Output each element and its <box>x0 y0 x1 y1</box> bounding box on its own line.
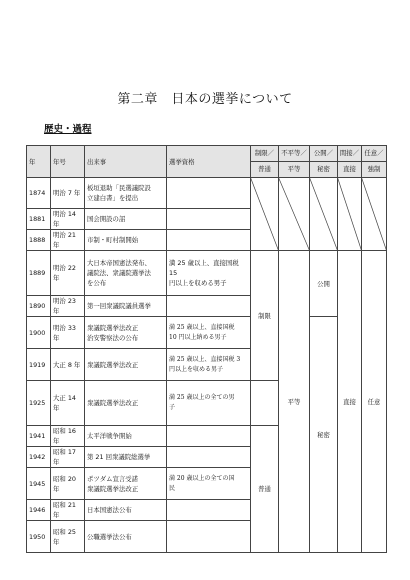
qualification-cell <box>167 447 251 468</box>
year-cell: 1925 <box>27 381 51 426</box>
equal-cell: 平等 <box>279 251 310 553</box>
event-cell: 衆議院選挙法改正 治安警察法の公布 <box>85 317 167 349</box>
era-cell: 昭和 16 年 <box>51 426 85 447</box>
qualification-cell <box>167 178 251 209</box>
page-title: 第二章 日本の選挙について <box>117 92 293 107</box>
diagonal-cell <box>279 178 310 251</box>
header-indirect-direct: 間接／ 直接 <box>338 146 362 178</box>
event-cell: 太平洋戦争開始 <box>85 426 167 447</box>
year-cell: 1942 <box>27 447 51 468</box>
event-cell: 大日本帝国憲法発布、 議院法、衆議院選挙法 を公布 <box>85 251 167 296</box>
diagonal-cell <box>338 178 362 251</box>
optional-cell: 任意 <box>362 251 387 553</box>
year-cell: 1889 <box>27 251 51 296</box>
election-history-table <box>26 145 387 553</box>
event-cell: 市制・町村制開始 <box>85 230 167 251</box>
diagonal-cell <box>310 178 338 251</box>
section-subtitle: 歴史・過程 <box>44 124 92 135</box>
year-cell: 1919 <box>27 349 51 381</box>
table-row <box>27 251 387 296</box>
diagonal-cell <box>362 178 387 251</box>
qualification-cell <box>167 296 251 317</box>
year-cell: 1900 <box>27 317 51 349</box>
era-cell: 昭和 20 年 <box>51 468 85 500</box>
era-cell: 明治 33 年 <box>51 317 85 349</box>
era-cell: 明治 14 年 <box>51 209 85 230</box>
event-cell: 第 21 回衆議院総選挙 <box>85 447 167 468</box>
qualification-cell: 満 25 歳以上の全ての男 子 <box>167 381 251 426</box>
qualification-cell <box>167 426 251 447</box>
era-cell: 昭和 17 年 <box>51 447 85 468</box>
era-cell: 明治 22 年 <box>51 251 85 296</box>
event-cell: 公職選挙法公布 <box>85 521 167 553</box>
qualification-cell <box>167 209 251 230</box>
header-era: 年号 <box>51 146 85 178</box>
era-cell: 昭和 25 年 <box>51 521 85 553</box>
diagonal-cell <box>251 178 279 251</box>
year-cell: 1890 <box>27 296 51 317</box>
table-row <box>27 178 387 209</box>
event-cell: 衆議院選挙法改正 <box>85 381 167 426</box>
event-cell: 板垣退助「民選議院設 立建白書」を提出 <box>85 178 167 209</box>
header-row <box>27 146 387 178</box>
year-cell: 1881 <box>27 209 51 230</box>
header-restricted-universal: 制限／ 普通 <box>251 146 279 178</box>
header-optional-compulsory: 任意／ 強制 <box>362 146 387 178</box>
era-cell: 大正 14 年 <box>51 381 85 426</box>
open-cell: 公開 <box>310 251 338 317</box>
era-cell: 明治 21 年 <box>51 230 85 251</box>
year-cell: 1950 <box>27 521 51 553</box>
secret-cell: 秘密 <box>310 317 338 553</box>
qualification-cell <box>167 521 251 553</box>
restricted-cell: 制限 <box>251 251 279 381</box>
era-cell: 昭和 21 年 <box>51 500 85 521</box>
header-qualification: 選挙資格 <box>167 146 251 178</box>
direct-cell: 直接 <box>338 251 362 553</box>
year-cell: 1874 <box>27 178 51 209</box>
year-cell: 1888 <box>27 230 51 251</box>
qualification-cell <box>167 500 251 521</box>
era-cell: 明治 7 年 <box>51 178 85 209</box>
header-event: 出来事 <box>85 146 167 178</box>
qualification-cell: 満 25 歳以上、直接国税 15 円以上を収める男子 <box>167 251 251 296</box>
event-cell: 衆議院選挙法改正 <box>85 349 167 381</box>
event-cell: 日本国憲法公布 <box>85 500 167 521</box>
qualification-cell: 満 20 歳以上の全ての国 民 <box>167 468 251 500</box>
header-open-secret: 公開／ 秘密 <box>310 146 338 178</box>
universal-cell: 普通 <box>251 426 279 553</box>
era-cell: 大正 8 年 <box>51 349 85 381</box>
qualification-cell: 満 25 歳以上、直接国税 3 円以上を収める男子 <box>167 349 251 381</box>
year-cell: 1945 <box>27 468 51 500</box>
year-cell: 1941 <box>27 426 51 447</box>
event-cell: 第一回衆議院議員選挙 <box>85 296 167 317</box>
year-cell: 1946 <box>27 500 51 521</box>
era-cell: 明治 23 年 <box>51 296 85 317</box>
table-row <box>27 317 387 349</box>
header-unequal-equal: 不平等／ 平等 <box>279 146 310 178</box>
event-cell: 国会開設の詔 <box>85 209 167 230</box>
qualification-cell: 満 25 歳以上、直接国税 10 円以上納める男子 <box>167 317 251 349</box>
qualification-cell <box>167 230 251 251</box>
event-cell: ポツダム宣言受諾 衆議院選挙法改正 <box>85 468 167 500</box>
header-year: 年 <box>27 146 51 178</box>
